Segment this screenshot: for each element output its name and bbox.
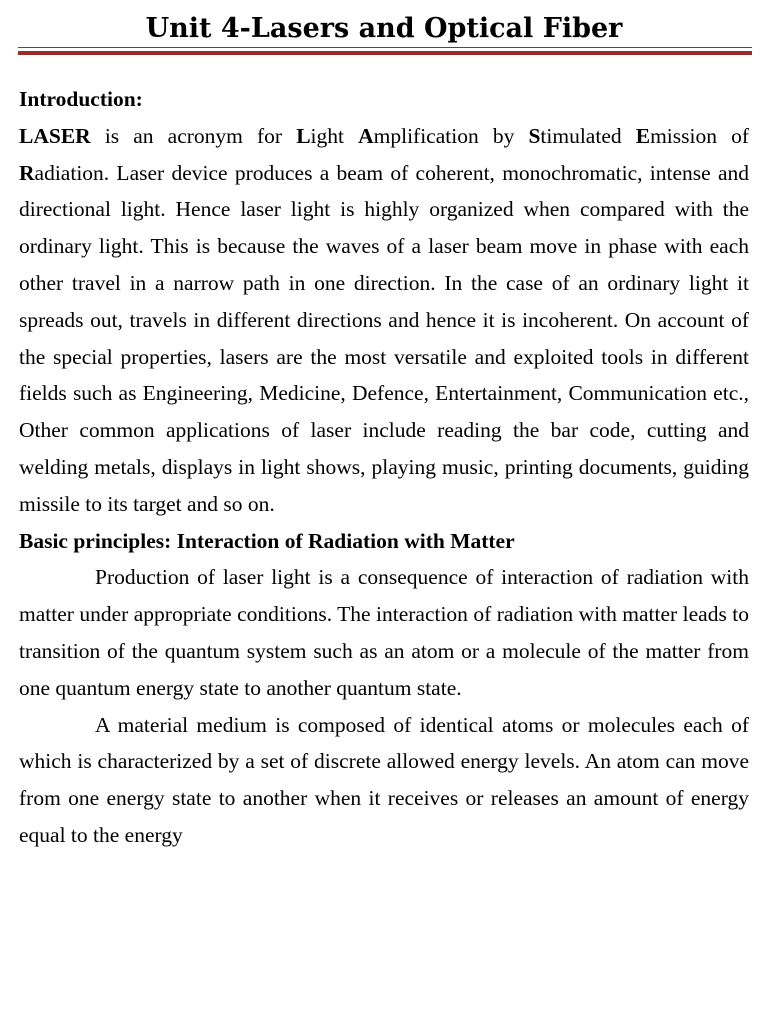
basic-principles-paragraph-2: A material medium is composed of identical atoms or molecules each of which is characterized by a set of discrete allowed energy levels. An atom can move from one energy state to another when it receives or releases an amount of energy equal to the energy xyxy=(19,712,749,847)
basic-principles-paragraph-1: Production of laser light is a consequence of interaction of radiation with matter under appropriate conditions. The interaction of radiation with matter leads to transition of the quantum system such as an atom or a molecule of the matter from one quantum energy state to another quantum state. xyxy=(19,565,749,700)
text-run: ight xyxy=(310,123,359,148)
acronym-letter-s: S xyxy=(528,123,541,148)
title-underline-thin xyxy=(18,47,752,48)
document-body xyxy=(19,81,749,854)
acronym-letter-e: E xyxy=(635,123,651,148)
introduction-heading: Introduction: xyxy=(19,87,143,111)
acronym-letter-a: A xyxy=(358,123,374,148)
text-run: adiation. Laser device produces a beam of coherent, monochromatic, intense and directional light. Hence laser light is highly organized when compared with the ordinary light. This is because the waves of a laser beam move in phase with each other travel in a narrow path in one direction. In the case of an ordinary light it spreads out, travels in different directions and hence it is incoherent. On account of the special properties, lasers are the most versatile and exploited tools in different fields such as Engineering, Medicine, Defence, Entertainment, Communication etc., Other common applications of laser include reading the bar code, cutting and welding metals, displays in light shows, playing music, printing documents, guiding missile to its target and so on. xyxy=(19,160,749,516)
text-run: mission of xyxy=(650,123,750,148)
page-title: Unit 4-Lasers and Optical Fiber xyxy=(145,13,623,44)
title-underline-thick xyxy=(18,51,752,55)
text-run: timulated xyxy=(540,123,636,148)
acronym-letter-l: L xyxy=(296,123,311,148)
laser-term: LASER xyxy=(19,123,91,148)
basic-principles-heading: Basic principles: Interaction of Radiation with Matter xyxy=(19,528,515,553)
text-run: is an acronym for xyxy=(90,123,297,148)
acronym-letter-r: R xyxy=(19,160,35,185)
text-run: mplification by xyxy=(373,123,529,148)
introduction-paragraph xyxy=(19,118,749,523)
